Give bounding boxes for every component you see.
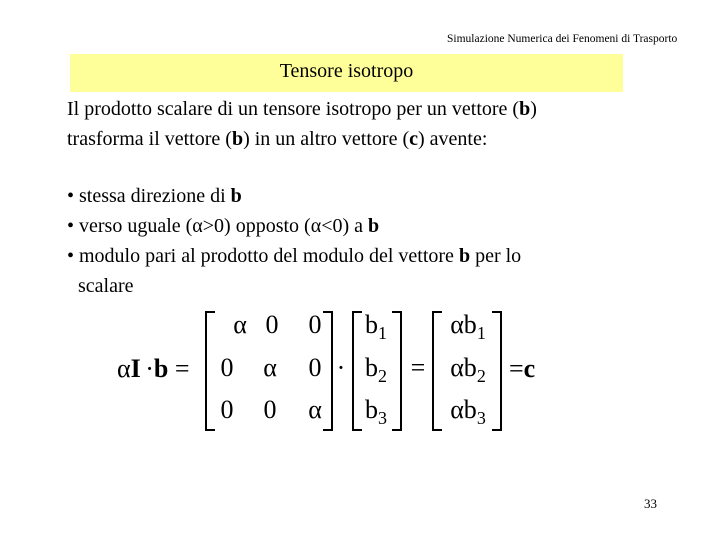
- matrix-cell: 0: [263, 395, 277, 424]
- vector-ab-entry: $\alpha b_2$: [450, 353, 486, 386]
- matrix-cell: α: [233, 310, 247, 339]
- equals-sign: =: [410, 353, 426, 382]
- matrix-cell: 0: [220, 395, 234, 424]
- vector-ab-entry: $\alpha b_1$: [450, 310, 486, 343]
- matrix-cell: 0: [220, 353, 234, 382]
- intro-line-2: trasforma il vettore (b) in un altro vettore (c) avente:: [67, 128, 488, 150]
- bullet-1: • stessa direzione di b: [67, 185, 242, 207]
- bullet-3: • modulo pari al prodotto del modulo del vettore b per lo: [67, 245, 522, 267]
- matrix-cell: 0: [308, 353, 322, 382]
- vector-b-entry: $b_3$: [365, 395, 387, 428]
- equation-lhs: αI ·b =: [117, 354, 190, 383]
- equation-rhs: =c: [509, 354, 536, 383]
- matrix-cell: 0: [265, 310, 279, 339]
- slide-header: Simulazione Numerica dei Fenomeni di Trasporto: [447, 33, 678, 45]
- slide-title: Tensore isotropo: [279, 60, 414, 82]
- matrix-cell: α: [308, 395, 322, 424]
- page-number: 33: [644, 496, 657, 511]
- vector-b-entry: $b_2$: [365, 353, 387, 386]
- matrix-cell: 0: [308, 310, 322, 339]
- vector-b-entry: $b_1$: [365, 310, 387, 343]
- matrix-cell: α: [263, 353, 277, 382]
- intro-line-1: Il prodotto scalare di un tensore isotropo per un vettore (b): [67, 98, 537, 120]
- bullet-3-cont: scalare: [78, 275, 134, 297]
- vector-ab-entry: $\alpha b_3$: [450, 395, 486, 428]
- dot-operator: ·: [336, 353, 346, 382]
- bullet-2: • verso uguale (α>0) opposto (α<0) a b: [67, 215, 380, 237]
